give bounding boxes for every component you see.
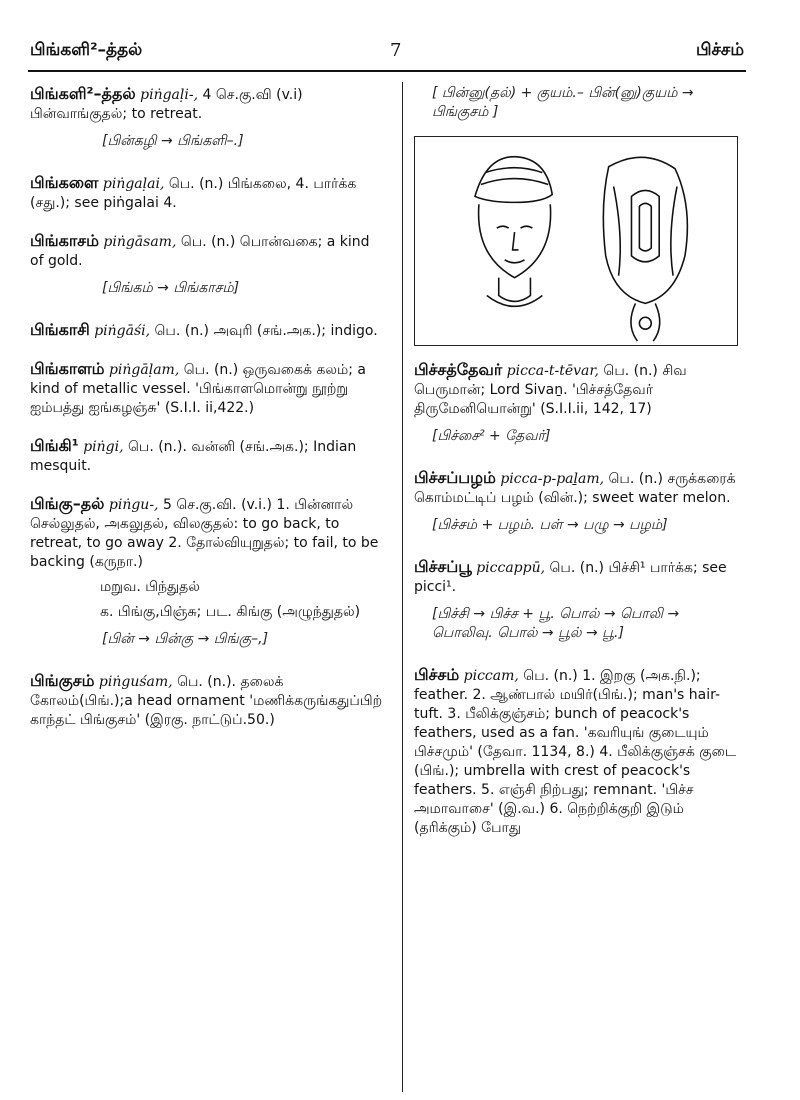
transliteration: piṅgi, [83,439,124,455]
dictionary-entry [30,359,385,418]
definition: அவுரி (சங்.அக.); indigo. [213,323,378,339]
dictionary-entry [414,468,744,535]
definition: தலைக் கோலம்(பிங்.);a head ornament 'மணிக்கருங்கதுப்பிற் காந்தட் பிங்குசம்' (இரகு. நாட்டுப்.50.) [30,674,383,728]
definition: பின்வாங்குதல்; to retreat. [30,106,203,122]
right-column [414,84,744,856]
grammar-label: 5 செ.கு.வி. (v.i.) [162,497,272,513]
page-number: 7 [390,40,402,61]
dictionary-entry [30,494,385,649]
headword: பிங்கி¹ [30,436,79,455]
definition: சருக்கரைக் கொம்மட்டிப் பழம் (வின்.); sweet water melon. [414,471,736,506]
definition: பொன்வகை; a kind of gold. [30,234,370,269]
transliteration: picca-t-tēvar, [506,363,599,379]
grammar-label: பெ. (n.) [608,471,663,487]
etymology: [பிச்சை² + தேவர்] [432,428,551,444]
column-divider [402,82,403,1092]
etymology: [பிச்சி → பிச்ச + பூ. பொல் → பொலி → பொலிவு. பொல் → பூல் → பூ.] [432,606,680,641]
headword: பிங்களி²–த்தல் [30,84,136,103]
etymology: [பிங்கம் → பிங்காசம்] [102,280,240,296]
synonym-note: மறுவ. பிந்துதல் [100,579,200,595]
grammar-label: பெ. (n.) [549,560,604,576]
grammar-label: பெ. (n.). [177,674,236,690]
definition: 1. இறகு (அக.நி.); feather. 2. ஆண்பால் மயிர்(பிங்.); man's hair-tuft. 3. பீலிக்குஞ்சம்; bunch of peacock's feathers, used as a fan. 'கவரியுங் குடையும் பிச்சமும்' (தேவா. 1134, 8.) 4. பீலிக்குஞ்சக் குடை (பிங்.); umbrella with crest of peacock's feathers. 5. எஞ்சி நிற்பது; remnant. 'பிச்ச அமாவாசை' (இ.வ.) 6. நெற்றிக்குறி இடும் (தரிக்கும்) போது [414,668,737,836]
grammar-label: பெ. (n.) [523,668,578,684]
headword: பிச்சம் [414,665,460,684]
headword: பிங்காசி [30,320,90,339]
page-header [0,0,800,78]
header-rule [28,70,746,72]
definition: சிவ பெருமான்; Lord Sivaṉ. 'பிச்சத்தேவர் திருமேனியொன்று' (S.I.I.ii, 142, 17) [414,363,687,417]
grammar-label: 4 செ.கு.வி (v.i) [202,87,303,103]
headword: பிங்கு–தல் [30,494,105,513]
dictionary-entry [414,360,744,446]
headword: பிங்களை [30,173,99,192]
transliteration: piccam, [463,668,519,684]
transliteration: piṅgaḷi-, [140,87,199,103]
transliteration: picca-p-paḻam, [500,471,605,487]
hair-ornament-drawing [415,137,737,345]
grammar-label: பெ. (n.) [168,176,224,192]
grammar-label: பெ. (n.) [154,323,209,339]
transliteration: piṅgaḷai, [102,176,165,192]
header-last-word: பிச்சம் [695,40,744,60]
etymology: [பின்கழி → பிங்களி–.] [102,133,244,149]
dictionary-entry [30,173,385,213]
dictionary-entry [414,557,744,643]
dictionary-entry [30,231,385,298]
dictionary-entry [30,671,385,730]
cognate-note: க. பிங்கு,பிஞ்சு; பட. கிங்கு (அழுந்துதல்) [100,604,361,620]
headword: பிங்குசம் [30,671,95,690]
left-column [30,84,385,748]
transliteration: piṅguśam, [98,674,173,690]
transliteration: piṅgāśi, [94,323,151,339]
headword: பிங்காசம் [30,231,99,250]
transliteration: piṅgāḷam, [108,362,180,378]
definition: ஒருவகைக் கலம்; a kind of metallic vessel. 'பிங்காளமொன்று நூற்று ஐம்பத்து ஐங்கழஞ்சு' (S.I.I. ii,422.) [30,362,366,416]
dictionary-entry [30,436,385,476]
definition: பிச்சி¹ பார்க்க; see picci¹. [414,560,727,595]
transliteration: piṅgu-, [108,497,159,513]
headword: பிச்சத்தேவர் [414,360,503,379]
grammar-label: பெ. (n.) [183,362,239,378]
definition: பிங்கலை, 4. பார்க்க (சது.); see piṅgalai 4. [30,176,357,211]
definition: வன்னி (சங்.அக.); Indian mesquit. [30,439,357,474]
transliteration: piṅgāsam, [103,234,177,250]
transliteration: piccappū, [476,560,546,576]
dictionary-entry [30,84,385,151]
dictionary-entry [30,320,385,341]
etymology: [பின் → பின்கு → பிங்கு–,] [102,631,269,647]
etymology: [ பின்னு(தல்) + குயம்.– பின்(னு)குயம் → பிங்குசம் ] [432,85,694,120]
etymology: [பிச்சம் + பழம். பள் → பழு → பழம்] [432,517,668,533]
headword: பிச்சப்பூ [414,557,472,576]
headword: பிச்சப்பழம் [414,468,496,487]
dictionary-entry [414,665,744,838]
illustration-hair-ornament [414,136,738,346]
grammar-label: பெ. (n.) [180,234,236,250]
grammar-label: பெ. (n.) [603,363,658,379]
definition: 1. பின்னால் செல்லுதல், அகலுதல், விலகுதல்: to go back, to retreat, to go away 2. தோல்வியுறுதல்; to fail, to be backing (கருநா.) [30,497,379,570]
grammar-label: பெ. (n.). [128,439,187,455]
headword: பிங்காளம் [30,359,105,378]
header-first-word: பிங்களி²–த்தல் [30,40,143,60]
